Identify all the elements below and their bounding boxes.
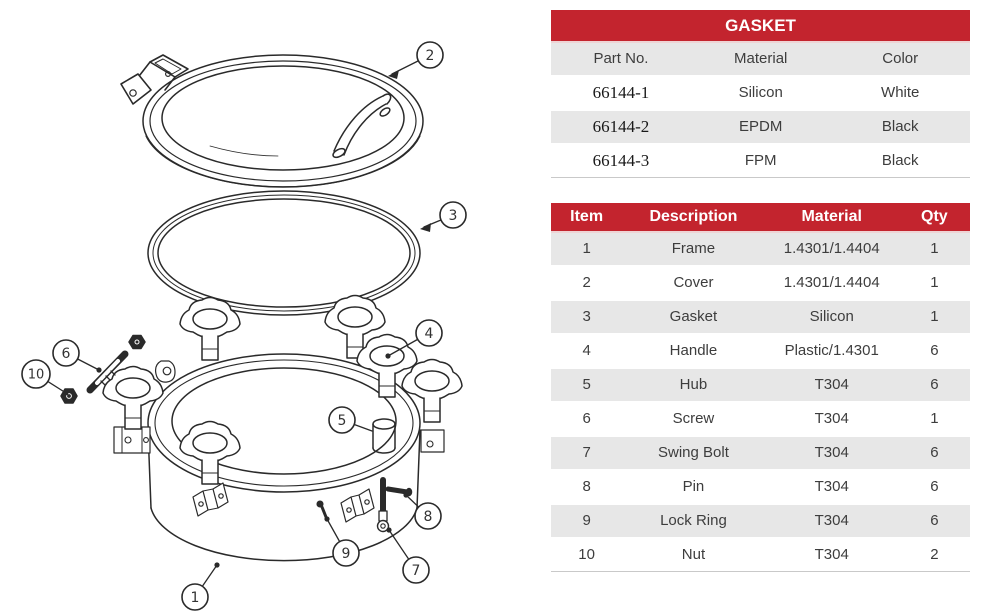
parts-table-row xyxy=(551,539,970,572)
item-value: 10 xyxy=(578,546,595,563)
parts-table-row xyxy=(551,505,970,539)
part-no-value: 66144-3 xyxy=(592,151,650,170)
gasket-table-row xyxy=(551,145,970,178)
cover-hinge-bracket xyxy=(121,55,188,104)
gasket-drawing xyxy=(148,191,420,315)
description-value: Cover xyxy=(673,274,714,291)
material-value: 1.4301/1.4404 xyxy=(783,240,880,257)
color-value: Black xyxy=(881,118,919,135)
svg-text:8: 8 xyxy=(423,508,433,525)
callout-6 xyxy=(53,340,102,373)
item-value: 3 xyxy=(582,308,591,325)
qty-value: 6 xyxy=(930,444,939,461)
item-value: 4 xyxy=(582,342,591,359)
knob-handle-drawing xyxy=(103,296,462,485)
description-value: Gasket xyxy=(669,308,718,325)
item-value: 5 xyxy=(582,376,591,393)
qty-value: 2 xyxy=(930,546,939,563)
item-value: 6 xyxy=(582,410,591,427)
callout-3 xyxy=(420,202,466,232)
material-value: T304 xyxy=(814,512,849,529)
cover-drawing xyxy=(121,55,423,187)
svg-text:7: 7 xyxy=(411,562,421,579)
latch-cleat xyxy=(341,489,374,522)
material-value: T304 xyxy=(814,410,849,427)
parts-table-row xyxy=(551,233,970,267)
description-value: Hub xyxy=(679,376,708,393)
parts-table-row xyxy=(551,471,970,505)
material-value: Silicon xyxy=(809,308,854,325)
material-value: EPDM xyxy=(739,118,783,135)
parts-table-row xyxy=(551,437,970,471)
svg-text:4: 4 xyxy=(424,325,434,342)
parts-table-row xyxy=(551,301,970,335)
qty-value: 1 xyxy=(930,308,939,325)
qty-value: 6 xyxy=(930,478,939,495)
material-value: Plastic/1.4301 xyxy=(784,342,879,359)
description-value: Handle xyxy=(669,342,718,359)
column-header-part-no: Part No. xyxy=(593,50,649,67)
description-value: Screw xyxy=(672,410,715,427)
parts-table-row xyxy=(551,335,970,369)
qty-value: 1 xyxy=(930,410,939,427)
item-value: 9 xyxy=(582,512,591,529)
qty-value: 1 xyxy=(930,240,939,257)
callout-5 xyxy=(329,407,372,433)
item-value: 2 xyxy=(582,274,591,291)
parts-table-row xyxy=(551,369,970,403)
part-no-value: 66144-2 xyxy=(592,117,650,136)
callout-7 xyxy=(386,527,429,583)
column-header-material: Material xyxy=(801,208,862,225)
gasket-table-title: GASKET xyxy=(551,10,970,43)
material-value: T304 xyxy=(814,376,849,393)
gasket-table-row xyxy=(551,77,970,111)
gasket-table xyxy=(551,10,970,178)
column-header-material: Material xyxy=(734,50,788,67)
description-value: Frame xyxy=(671,240,716,257)
material-value: T304 xyxy=(814,444,849,461)
gasket-table-header-row xyxy=(551,43,970,77)
gasket-table-row xyxy=(551,111,970,145)
svg-text:2: 2 xyxy=(425,47,435,64)
callouts xyxy=(22,42,466,610)
svg-text:5: 5 xyxy=(337,412,347,429)
column-header-qty: Qty xyxy=(921,208,948,225)
svg-text:6: 6 xyxy=(61,345,71,362)
svg-text:3: 3 xyxy=(448,207,458,224)
item-value: 8 xyxy=(582,478,591,495)
callout-2 xyxy=(388,42,443,79)
material-value: Silicon xyxy=(738,84,783,101)
svg-text:10: 10 xyxy=(27,367,45,383)
latch-cleat xyxy=(193,483,228,516)
callout-9 xyxy=(324,516,359,566)
qty-value: 6 xyxy=(930,512,939,529)
cover-handle xyxy=(332,94,392,159)
color-value: White xyxy=(881,84,920,101)
item-value: 1 xyxy=(582,240,591,257)
material-value: T304 xyxy=(814,478,849,495)
svg-text:1: 1 xyxy=(190,589,200,606)
parts-table xyxy=(551,203,970,572)
nut-drawing xyxy=(129,336,145,349)
column-header-item: Item xyxy=(570,208,604,225)
material-value: 1.4301/1.4404 xyxy=(783,274,880,291)
description-value: Lock Ring xyxy=(660,512,727,529)
qty-value: 6 xyxy=(930,342,939,359)
parts-table-header-row xyxy=(551,203,970,233)
column-header-description: Description xyxy=(649,208,738,225)
callout-1 xyxy=(182,562,220,610)
lock-ring-drawing xyxy=(317,501,326,517)
description-value: Nut xyxy=(681,546,706,563)
qty-value: 6 xyxy=(930,376,939,393)
material-value: T304 xyxy=(814,546,849,563)
parts-table-row xyxy=(551,403,970,437)
description-value: Pin xyxy=(682,478,705,495)
item-value: 7 xyxy=(582,444,591,461)
description-value: Swing Bolt xyxy=(658,444,729,461)
svg-text:9: 9 xyxy=(341,545,351,562)
column-header-color: Color xyxy=(882,50,919,67)
material-value: FPM xyxy=(744,152,777,169)
color-value: Black xyxy=(881,152,919,169)
qty-value: 1 xyxy=(930,274,939,291)
part-no-value: 66144-1 xyxy=(592,83,650,102)
parts-table-row xyxy=(551,267,970,301)
